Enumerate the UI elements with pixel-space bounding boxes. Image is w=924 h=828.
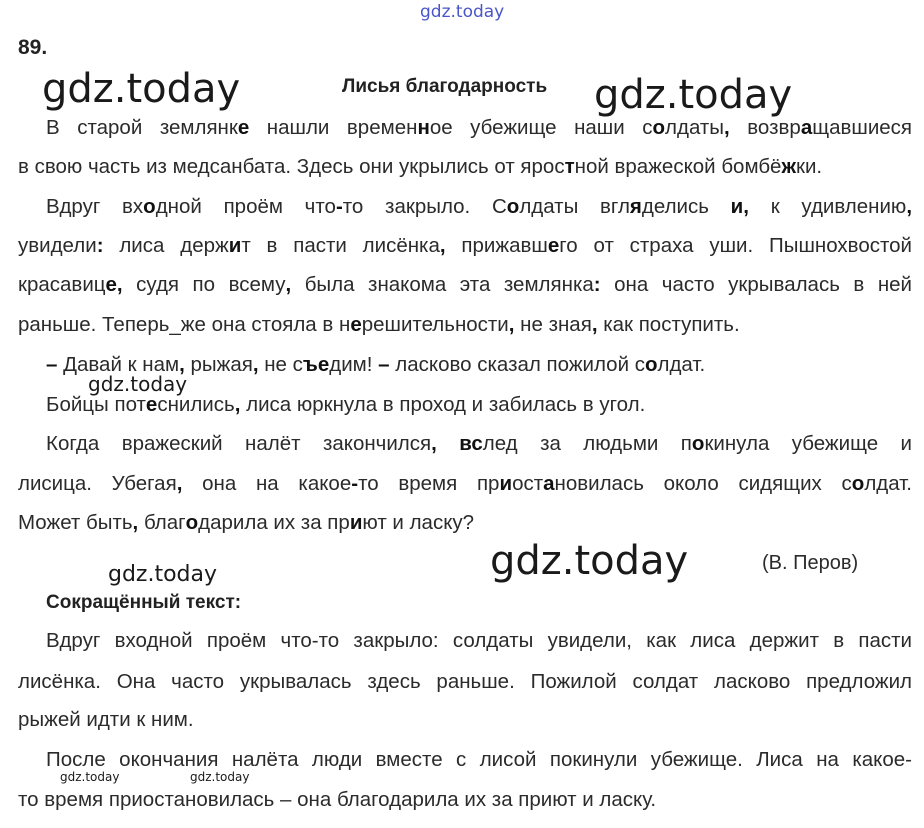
text-line: Вдруг входной проём что-то закрыло. Солдаты вгляделись и, к удивлению, bbox=[46, 195, 913, 218]
summary-line: После окончания налёта люди вместе с лисой покинули убежище. Лиса на какое- bbox=[46, 748, 912, 771]
text-line: в свою часть из медсанбата. Здесь они укрылись от яростной вражеской бомбёжки. bbox=[18, 155, 823, 178]
watermark-big-1: gdz.today bbox=[42, 66, 241, 112]
summary-line: то время приостановилась – она благодарила их за приют и ласку. bbox=[18, 788, 657, 811]
watermark-small-1: gdz.today bbox=[60, 770, 120, 784]
watermark-mid-2: gdz.today bbox=[108, 562, 218, 587]
watermark-big-3: gdz.today bbox=[490, 538, 689, 584]
text-line: Бойцы потеснились, лиса юркнула в проход и забилась в угол. bbox=[46, 393, 646, 416]
watermark-big-2: gdz.today bbox=[594, 72, 793, 118]
watermark-top: gdz.today bbox=[420, 2, 505, 22]
text-line: раньше. Теперь_же она стояла в нерешительности, не зная, как поступить. bbox=[18, 313, 740, 336]
text-line: красавице, судя по всему, была знакома эта землянка: она часто укрывалась в ней bbox=[18, 273, 912, 296]
watermark-mid-1: gdz.today bbox=[88, 372, 188, 396]
summary-heading: Сокращённый текст: bbox=[46, 592, 242, 613]
text-title: Лисья благодарность bbox=[342, 76, 548, 97]
text-line: Может быть, благодарила их за приют и ласку? bbox=[18, 511, 475, 534]
text-line: лисица. Убегая, она на какое-то время приостановилась около сидящих солдат. bbox=[18, 472, 912, 495]
watermark-small-2: gdz.today bbox=[190, 770, 250, 784]
summary-line: Вдруг входной проём что-то закрыло: солдаты увидели, как лиса держит в пасти bbox=[46, 629, 912, 652]
task-number: 89. bbox=[18, 36, 48, 59]
summary-line: рыжей идти к ним. bbox=[18, 708, 194, 731]
text-line: увидели: лиса держит в пасти лисёнка, прижавшего от страха уши. Пышнохвостой bbox=[18, 234, 912, 257]
summary-line: лисёнка. Она часто укрывалась здесь раньше. Пожилой солдат ласково предложил bbox=[18, 670, 912, 693]
text-line: В старой землянке нашли временное убежище наши солдаты, возвращавшиеся bbox=[46, 116, 913, 139]
text-line: – Давай к нам, рыжая, не съедим! – ласково сказал пожилой солдат. bbox=[46, 353, 706, 376]
author: (В. Перов) bbox=[762, 552, 859, 574]
text-line: Когда вражеский налёт закончился, вслед за людьми покинула убежище и bbox=[46, 432, 913, 455]
